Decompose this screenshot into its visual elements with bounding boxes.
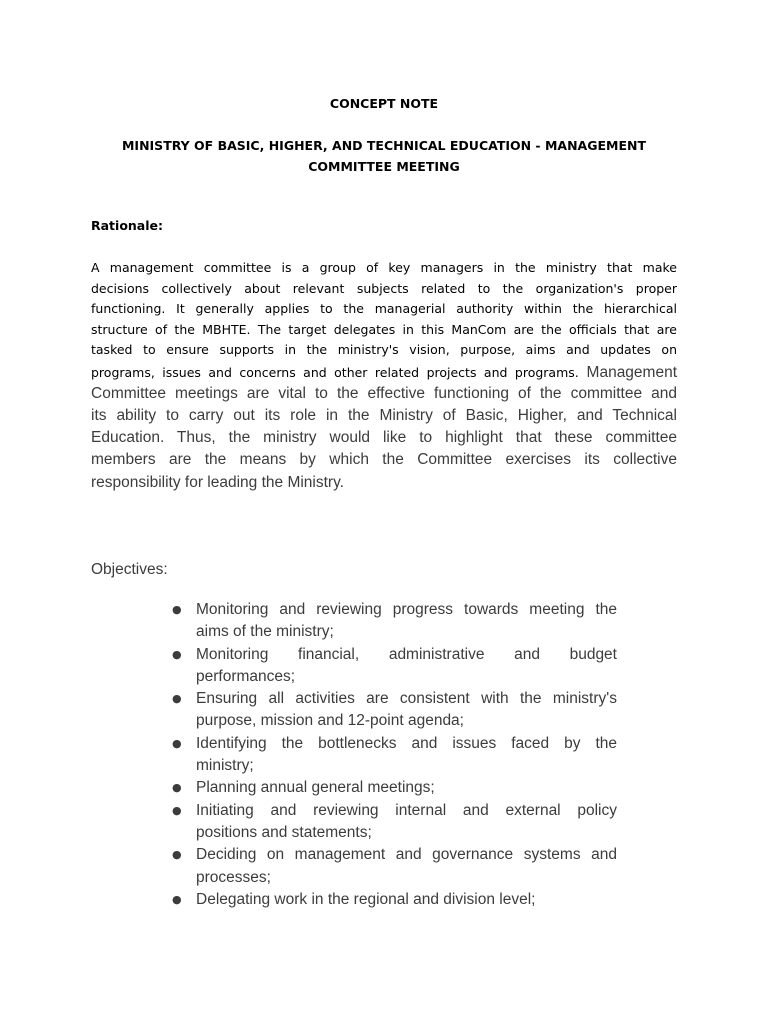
paragraph-line: responsibility for leading the Ministry. [91, 473, 344, 491]
objectives-list [172, 599, 617, 911]
bullet-icon: ● [172, 848, 182, 862]
document-title: CONCEPT NOTE [329, 96, 439, 111]
ministry-title-line: MINISTRY OF BASIC, HIGHER, AND TECHNICAL EDUCATION - MANAGEMENT [121, 138, 646, 153]
ministry-title-line: COMMITTEE MEETING [308, 159, 460, 174]
objective-line: processes; [196, 868, 271, 886]
bullet-icon: ● [172, 736, 182, 750]
objective-item [172, 844, 617, 889]
paragraph-line: Education. Thus, the ministry would like to highlight that these committee [91, 429, 677, 447]
objectives-heading: Objectives: [91, 561, 168, 578]
objective-line: ministry; [196, 757, 254, 775]
rationale-heading: Rationale: [91, 218, 164, 233]
bullet-icon: ● [172, 892, 182, 906]
objective-item [172, 688, 617, 733]
paragraph-line-part: programs, issues and concerns and other related projects and programs. [91, 364, 579, 380]
objective-item [172, 800, 617, 845]
paragraph-line: its ability to carry out its role in the Ministry of Basic, Higher, and Technical [91, 406, 677, 424]
objective-item [172, 644, 617, 689]
paragraph-line: A management committee is a group of key managers in the ministry that make [91, 260, 677, 275]
bullet-icon: ● [172, 647, 182, 661]
objective-line: Delegating work in the regional and division level; [196, 890, 536, 908]
objective-line: Planning annual general meetings; [196, 779, 435, 797]
objective-line: Deciding on management and governance systems and [196, 846, 617, 864]
objective-item [172, 777, 617, 799]
rationale-paragraph [91, 258, 677, 494]
objective-line: Ensuring all activities are consistent with the ministry's [196, 690, 617, 708]
bullet-icon: ● [172, 603, 182, 616]
paragraph-line: decisions collectively about relevant subjects related to the organization's proper [91, 280, 677, 296]
objective-line: purpose, mission and 12-point agenda; [196, 712, 464, 730]
paragraph-line: functioning. It generally applies to the managerial authority within the hierarchical [91, 301, 677, 316]
objective-line: aims of the ministry; [196, 623, 334, 641]
objective-item [172, 889, 617, 911]
paragraph-line: structure of the MBHTE. The target delegates in this ManCom are the officials that are [91, 321, 677, 337]
objective-line: positions and statements; [196, 823, 372, 841]
bullet-icon: ● [172, 781, 182, 795]
paragraph-line [91, 361, 677, 383]
bullet-icon: ● [172, 692, 182, 706]
objective-item [172, 733, 617, 778]
paragraph-line: Committee meetings are vital to the effective functioning of the committee and [91, 384, 677, 402]
paragraph-line: members are the means by which the Committee exercises its collective [91, 451, 677, 469]
ministry-title [0, 135, 768, 177]
objective-line: Monitoring and reviewing progress towards meeting the [196, 601, 617, 618]
objective-line: performances; [196, 667, 296, 685]
paragraph-line-part: Management [578, 363, 678, 381]
paragraph-line: tasked to ensure supports in the ministry's vision, purpose, aims and updates on [91, 342, 677, 357]
objective-line: Identifying the bottlenecks and issues faced by the [196, 734, 617, 752]
bullet-icon: ● [172, 803, 182, 817]
objective-item [172, 599, 617, 644]
objective-line: Monitoring financial, administrative and budget [196, 645, 617, 663]
objective-line: Initiating and reviewing internal and external policy [196, 801, 617, 819]
